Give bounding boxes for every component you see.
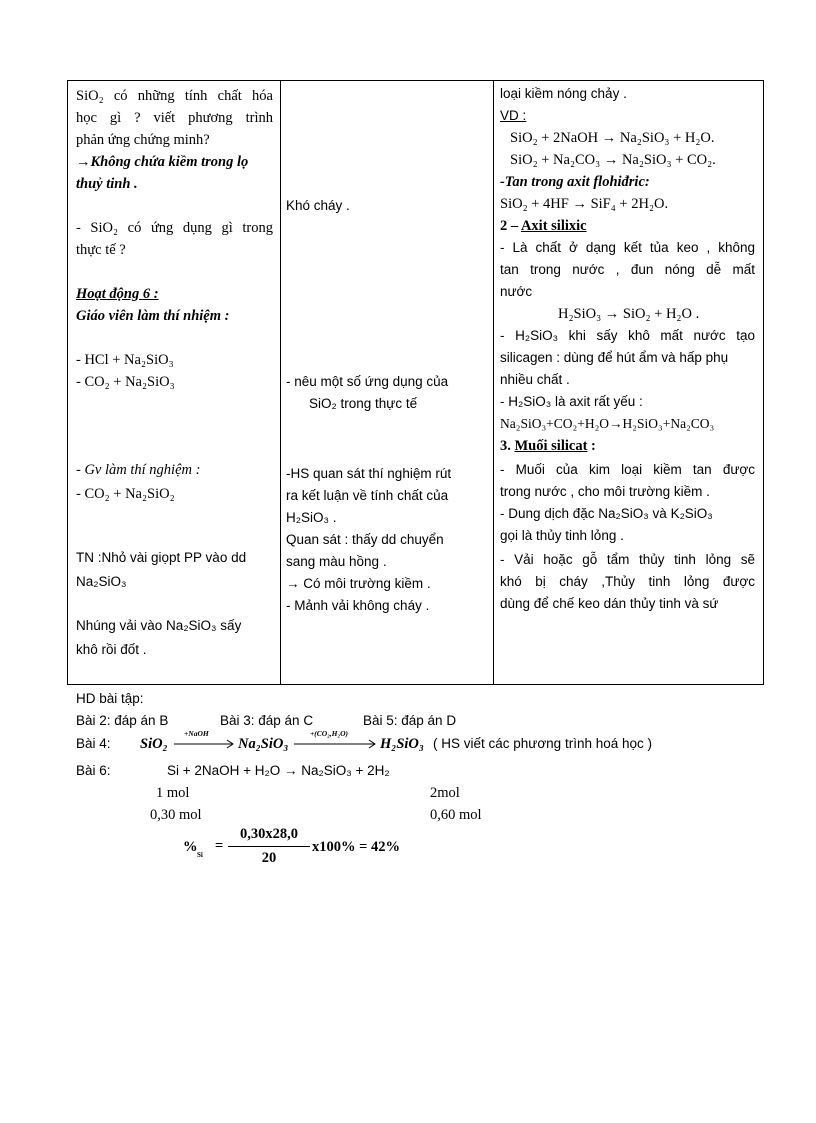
equation-line: SiO₂ + 4HF → SiF₄ + 2H₂O. <box>500 196 669 212</box>
reaction-condition: +NaOH <box>184 729 209 738</box>
reaction-arrow <box>292 729 378 749</box>
arrow-right-icon <box>172 729 236 749</box>
text-line: - CO₂ + Na₂SiO₃ <box>76 374 175 390</box>
text-line: - Dung dịch đặc Na₂SiO₃ và K₂SiO₃ <box>500 506 713 521</box>
reaction-condition: +(CO₂,H₂O) <box>310 729 349 738</box>
text-line: Giáo viên làm thí nhiệm : <box>76 308 230 324</box>
text-line: thuỷ tinh . <box>76 176 138 192</box>
answer-b3: Bài 3: đáp án C <box>220 713 314 728</box>
mole-value: 0,60 mol <box>430 807 482 823</box>
mole-value: 0,30 mol <box>150 807 202 823</box>
text-line: SiO₂ có những tính chất hóa <box>76 88 273 104</box>
text-line: - Là chất ở dạng kết tủa keo , không <box>500 240 755 255</box>
text-line: H₂SiO₃ . <box>286 510 337 525</box>
text-line: - HCl + Na₂SiO₃ <box>76 352 174 368</box>
text-line: Na₂SiO₃ <box>76 574 127 589</box>
text-line: - H₂SiO₃ là axit rất yếu : <box>500 394 643 409</box>
text-line: Nhúng vải vào Na₂SiO₃ sấy <box>76 618 242 633</box>
text-line: VD : <box>500 108 527 123</box>
equals-sign: = <box>215 838 224 854</box>
text-line: TN :Nhỏ vài giọpt PP vào dd <box>76 550 247 565</box>
equation-line: SiO₂ + 2NaOH → Na₂SiO₃ + H₂O. <box>510 130 715 146</box>
text-line: nhiều chất . <box>500 372 570 387</box>
text-line: Khó cháy . <box>286 198 350 213</box>
exercise-6-equation: Si + 2NaOH + H₂O → Na₂SiO₃ + 2H₂ <box>167 763 390 778</box>
equation-line: SiO₂ + Na₂CO₃ → Na₂SiO₃ + CO₂. <box>510 152 716 168</box>
text-line: - nêu một số ứng dụng của <box>286 374 449 389</box>
text-line: tan trong nước , đun nóng dễ mất <box>500 262 755 277</box>
fraction-bar <box>228 846 310 847</box>
text-line: - Mảnh vải không cháy . <box>286 598 430 613</box>
section-colon: : <box>587 438 596 454</box>
section-heading <box>500 437 596 455</box>
text-line: SiO₂ trong thực tế <box>309 396 418 411</box>
text-line: →Không chứa kiềm trong lọ <box>76 154 249 170</box>
arrow-right-icon <box>292 729 378 749</box>
text-line: - Muối của kim loại kiềm tan được <box>500 462 755 477</box>
text-line: silicagen : dùng để hút ẩm và hấp phụ <box>500 350 729 365</box>
section-title: Axit silixic <box>520 218 587 234</box>
exercise-6-label: Bài 6: <box>76 763 111 778</box>
answer-b5: Bài 5: đáp án D <box>363 713 457 728</box>
section-heading <box>500 217 587 235</box>
answer-b2: Bài 2: đáp án B <box>76 713 169 728</box>
text-line: loại kiềm nóng chảy . <box>500 86 627 101</box>
lesson-content-cell <box>493 81 763 684</box>
text-line: - Gv làm thí nghiệm : <box>76 462 201 478</box>
text-line: - CO₂ + Na₂SiO₂ <box>76 486 175 502</box>
text-line: sang màu hồng . <box>286 554 387 569</box>
reaction-species: H₂SiO₃ <box>380 736 424 752</box>
teacher-activity-cell <box>68 81 280 684</box>
homework-title: HD bài tập: <box>76 691 144 706</box>
percent-sign: % <box>183 839 198 855</box>
exercise-4-note: ( HS viết các phương trình hoá học ) <box>433 736 652 751</box>
text-line: khó bị cháy ,Thủy tinh lỏng được <box>500 574 755 589</box>
text-line: - H₂SiO₃ khi sấy khô mất nước tạo <box>500 328 755 343</box>
text-line: Quan sát : thấy dd chuyển <box>286 532 444 547</box>
equation-line: Na₂SiO₃+CO₂+H₂O→H₂SiO₃+Na₂CO₃ <box>500 416 715 431</box>
reaction-species: SiO₂ <box>140 736 168 752</box>
mole-value: 2mol <box>430 785 460 801</box>
text-line: nước <box>500 284 533 299</box>
equation-line: H₂SiO₃ → SiO₂ + H₂O . <box>558 306 700 322</box>
fraction-denominator: 20 <box>261 850 277 866</box>
mole-value: 1 mol <box>156 785 190 801</box>
section-number: 2 – <box>500 218 521 234</box>
text-line: - Vải hoặc gỗ tẩm thủy tinh lỏng sẽ <box>500 552 755 567</box>
reaction-species: Na₂SiO₃ <box>238 736 289 752</box>
reaction-arrow <box>172 729 236 749</box>
text-line: thực tế ? <box>76 242 126 258</box>
text-line: -Tan trong axit flohiđric: <box>500 174 650 190</box>
section-number: 3. <box>500 438 515 454</box>
text-line: dùng để chế keo dán thủy tinh và sứ <box>500 596 719 611</box>
exercise-4-label: Bài 4: <box>76 736 111 751</box>
student-activity-cell <box>280 81 493 684</box>
text-line: phản ứng chứng minh? <box>76 132 210 148</box>
fraction-numerator: 0,30x28,0 <box>240 826 298 842</box>
text-line: ra kết luận về tính chất của <box>286 488 449 503</box>
percent-subscript: Si <box>197 851 203 859</box>
text-line: - SiO₂ có ứng dụng gì trong <box>76 220 273 236</box>
formula-result: x100% = 42% <box>312 839 401 855</box>
text-line: học gì ? viết phương trình <box>76 110 273 126</box>
text-line: gọi là thủy tinh lỏng . <box>500 528 624 543</box>
section-title: Muối silicat <box>514 438 588 454</box>
text-line: -HS quan sát thí nghiệm rút <box>286 466 452 481</box>
activity-heading: Hoạt động 6 : <box>76 286 159 302</box>
text-line: → Có môi trường kiềm . <box>286 576 431 591</box>
text-line: khô rồi đốt . <box>76 642 147 657</box>
lesson-table <box>67 80 764 685</box>
text-line: trong nước , cho môi trường kiềm . <box>500 484 710 499</box>
